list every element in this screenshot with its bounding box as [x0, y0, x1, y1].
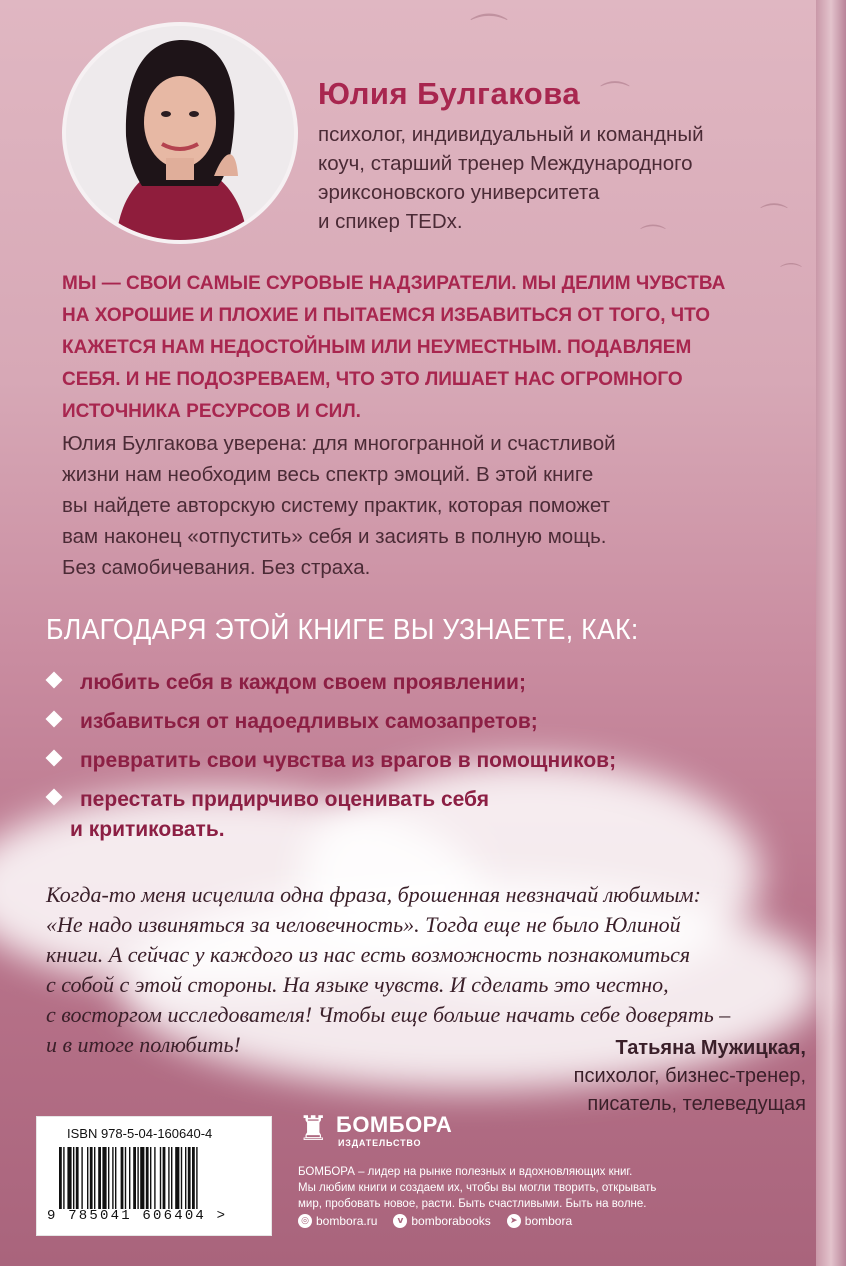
quote-line: книги. А сейчас у каждого из нас есть возможность познакомиться [46, 942, 691, 967]
author-bio-line: психолог, индивидуальный и командный [318, 123, 704, 146]
barcode-bar [67, 1147, 71, 1209]
barcode-bar [108, 1147, 109, 1209]
barcode-bar [73, 1147, 74, 1209]
barcode-bar [87, 1147, 88, 1209]
barcode-bar [192, 1147, 195, 1209]
list-item [46, 707, 806, 737]
benefits-list [46, 668, 806, 854]
barcode-bar [146, 1147, 149, 1209]
web-icon: ◎ [298, 1214, 312, 1228]
signer-role: писатель, телеведущая [587, 1093, 806, 1115]
social-label: bomborabooks [411, 1214, 491, 1228]
quote-line: с собой с этой стороны. На языке чувств. И сделать это честно, [46, 972, 669, 997]
barcode-bar [81, 1147, 82, 1209]
bird-icon: ⌒ [760, 201, 789, 234]
list-item-text: любить себя в каждом своем проявлении; [80, 671, 526, 694]
telegram-icon: ➤ [507, 1214, 521, 1228]
list-item [46, 668, 806, 698]
diamond-bullet-icon [46, 789, 63, 806]
publisher-name: БОМБОРА [336, 1112, 453, 1137]
author-bio [318, 120, 818, 236]
bird-icon: ⌒ [640, 224, 667, 254]
barcode-bar [102, 1147, 106, 1209]
publisher-desc-line: мир, пробовать новое, расти. Быть счастливыми. Быть на волне. [298, 1198, 647, 1210]
social-link-vk[interactable] [393, 1214, 490, 1228]
description-paragraph [62, 428, 822, 583]
publisher-desc-line: БОМБОРА – лидер на рынке полезных и вдохновляющих книг. [298, 1166, 633, 1178]
barcode-bar [188, 1147, 191, 1209]
barcode-bar [150, 1147, 151, 1209]
lead-line: ИСТОЧНИКА РЕСУРСОВ И СИЛ. [62, 401, 361, 422]
publisher-logo-icon: ♜ [298, 1109, 329, 1149]
testimonial-quote [46, 880, 826, 1060]
vk-icon: v [393, 1214, 407, 1228]
barcode-bar [129, 1147, 130, 1209]
signer-role: психолог, бизнес-тренер, [573, 1065, 806, 1087]
body-line: вы найдете авторскую систему практик, которая поможет [62, 494, 610, 517]
benefits-title: БЛАГОДАРЯ ЭТОЙ КНИГЕ ВЫ УЗНАЕТЕ, КАК: [46, 614, 639, 646]
social-link-telegram[interactable] [507, 1214, 572, 1228]
book-spine-edge [816, 0, 846, 1266]
publisher-socials [298, 1214, 572, 1228]
barcode-bar [185, 1147, 186, 1209]
barcode-bar [168, 1147, 169, 1209]
barcode-bar [121, 1147, 124, 1209]
isbn-number: ISBN 978-5-04-160640-4 [67, 1126, 213, 1141]
publisher-subtitle: ИЗДАТЕЛЬСТВО [338, 1138, 422, 1148]
barcode-bars [59, 1147, 265, 1209]
author-bio-line: и спикер TEDx. [318, 210, 463, 233]
barcode-bar [171, 1147, 172, 1209]
bird-icon: ⌒ [470, 11, 509, 55]
publisher-logo [298, 1108, 453, 1152]
lead-paragraph [62, 268, 822, 428]
social-link-web[interactable] [298, 1214, 377, 1228]
list-item-text-continued: и критиковать. [70, 818, 225, 841]
list-item [46, 785, 806, 845]
barcode-bar [90, 1147, 93, 1209]
signer-name: Татьяна Мужицкая, [615, 1037, 806, 1059]
barcode-bar [160, 1147, 161, 1209]
author-photo [62, 22, 298, 244]
barcode-bar [140, 1147, 144, 1209]
barcode-bar [63, 1147, 64, 1209]
barcode-bar [133, 1147, 136, 1209]
bird-icon: ⌒ [600, 80, 630, 115]
barcode-bar [137, 1147, 138, 1209]
barcode-bar [94, 1147, 95, 1209]
barcode-bar [196, 1147, 197, 1209]
quote-line: «Не надо извиняться за человечность». Тогда еще не было Юлиной [46, 912, 681, 937]
barcode-digits: 9 785041 606404 > [47, 1208, 228, 1224]
lead-line: СЕБЯ. И НЕ ПОДОЗРЕВАЕМ, ЧТО ЭТО ЛИШАЕТ НАС ОГРОМНОГО [62, 369, 683, 390]
list-item [46, 746, 806, 776]
barcode-bar [76, 1147, 79, 1209]
barcode-bar [163, 1147, 166, 1209]
social-label: bombora.ru [316, 1214, 378, 1228]
author-bio-line: эриксоновского университета [318, 181, 600, 204]
quote-line: с восторгом исследователя! Чтобы еще больше начать себе доверять – [46, 1002, 731, 1027]
barcode-bar [98, 1147, 101, 1209]
body-line: вам наконец «отпустить» себя и засиять в полную мощь. [62, 525, 607, 548]
barcode-bar [154, 1147, 155, 1209]
quote-line: Когда-то меня исцелила одна фраза, брошенная невзначай любимым: [46, 882, 701, 907]
quote-line: и в итоге полюбить! [46, 1032, 241, 1057]
lead-line: КАЖЕТСЯ НАМ НЕДОСТОЙНЫМ ИЛИ НЕУМЕСТНЫМ. ПОДАВЛЯЕМ [62, 337, 692, 358]
lead-line: МЫ — СВОИ САМЫЕ СУРОВЫЕ НАДЗИРАТЕЛИ. МЫ ДЕЛИМ ЧУВСТВА [62, 273, 726, 294]
author-name: Юлия Булгакова [318, 76, 581, 111]
author-portrait [66, 26, 294, 240]
body-line: жизни нам необходим весь спектр эмоций. В этой книге [62, 463, 594, 486]
testimonial-author [574, 1034, 806, 1118]
publisher-description [298, 1164, 738, 1212]
barcode-bar [125, 1147, 126, 1209]
barcode-bar [115, 1147, 116, 1209]
barcode-bar [175, 1147, 179, 1209]
barcode-bar [112, 1147, 113, 1209]
publisher-desc-line: Мы любим книги и создаем их, чтобы вы могли творить, открывать [298, 1182, 657, 1194]
body-line: Юлия Булгакова уверена: для многогранной и счастливой [62, 432, 616, 455]
diamond-bullet-icon [46, 672, 63, 689]
isbn-barcode [36, 1116, 272, 1236]
barcode-bar [59, 1147, 62, 1209]
diamond-bullet-icon [46, 711, 63, 728]
lead-line: НА ХОРОШИЕ И ПЛОХИЕ И ПЫТАЕМСЯ ИЗБАВИТЬСЯ ОТ ТОГО, ЧТО [62, 305, 711, 326]
bird-icon: ⌒ [780, 263, 803, 288]
social-label: bombora [524, 1214, 573, 1228]
barcode-bar [181, 1147, 182, 1209]
diamond-bullet-icon [46, 750, 63, 767]
author-bio-line: коуч, старший тренер Международного [318, 152, 693, 175]
list-item-text: избавиться от надоедливых самозапретов; [80, 710, 538, 733]
body-line: Без самобичевания. Без страха. [62, 556, 371, 579]
list-item-text: перестать придирчиво оценивать себя [80, 788, 490, 811]
list-item-text: превратить свои чувства из врагов в помощников; [80, 749, 617, 772]
